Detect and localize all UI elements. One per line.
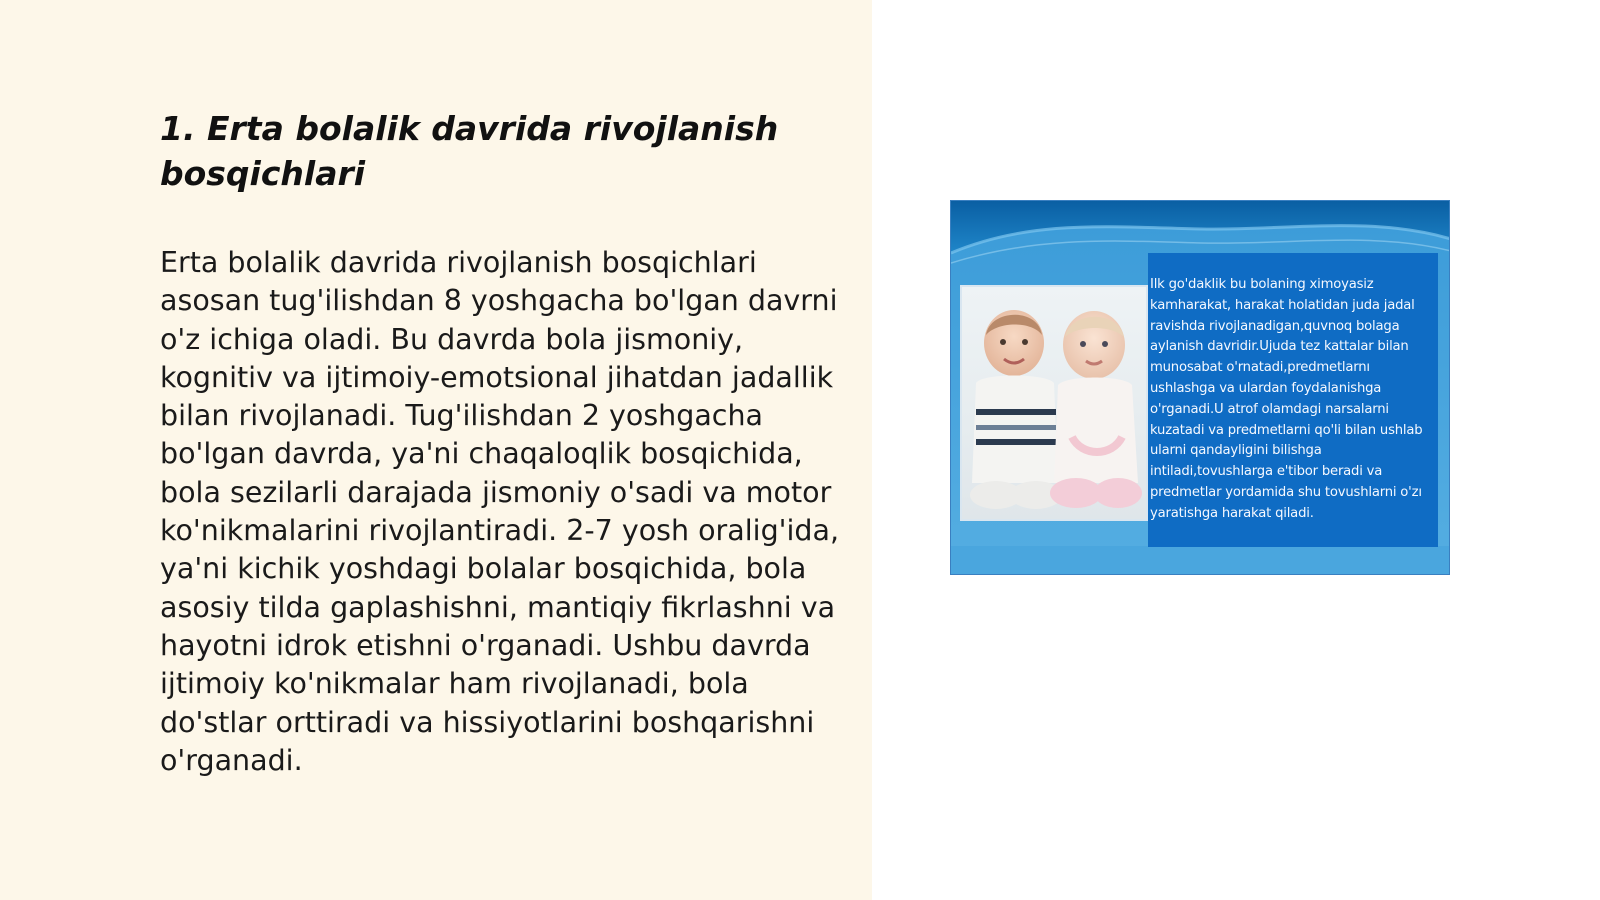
babies-photo [960, 285, 1148, 521]
caption-box [1148, 253, 1438, 547]
infant-development-picture [950, 200, 1450, 575]
two-babies-illustration [962, 287, 1146, 519]
slide-title: 1. Erta bolalik davrida rivojlanish bosqichlari [160, 109, 779, 193]
slide-body-text: Erta bolalik davrida rivojlanish bosqichlari asosan tug'ilishdan 8 yoshgacha bo'lgan davrni o'z ichiga oladi. Bu davrda bola jismoniy, kognitiv va ijtimoiy-emotsional jihatdan jadallik bilan rivojlanadi. Tug'ilishdan 2 yoshgacha bo'lgan davrda, ya'ni chaqaloqlik bosqichida, bola sezilarli darajada jismoniy o'sadi va motor ko'nikmalarini rivojlantiradi. 2-7 yosh oralig'ida, ya'ni kichik yoshdagi bolalar bosqichida, bola asosiy tilda gaplashishni, mantiqiy fikrlashni va hayotni idrok etishni o'rganadi. Ushbu davrda ijtimoiy ko'nikmalar ham rivojlanadi, bola do'stlar orttiradi va hissiyotlarini boshqarishni o'rganadi. [160, 246, 840, 777]
caption-text: Ilk go'daklik bu bolaning ximoyasiz kamharakat, harakat holatidan juda jadal ravishda rivojlanadigan,quvnoq bolaga aylanish davridir.Ujuda tez kattalar bilan munosabat o'rnatadi,predmetlarnı ushlashga va ulardan foydalanishga o'rganadi.U atrof olamdagi narsalarni kuzatadi va predmetlarni qo'li bilan ushlab ularni qandayligini bilishga intiladi,tovushlarga e'tibor beradi va predmetlar yordamida shu tovushlarni o'zı yaratishga harakat qiladi. [1150, 277, 1423, 521]
